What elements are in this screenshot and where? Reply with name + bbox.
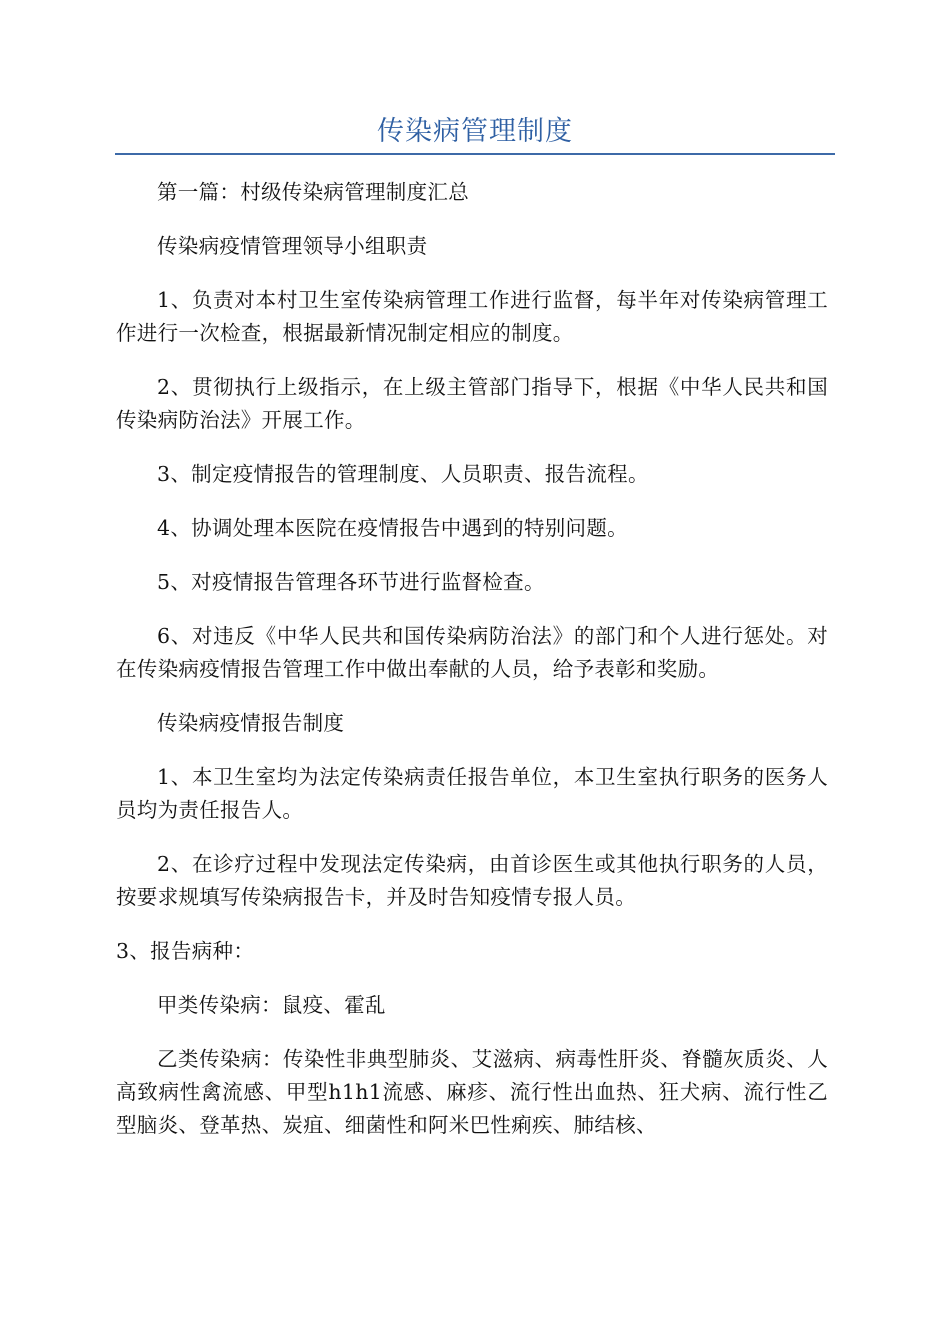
document-body	[116, 176, 828, 1142]
subsection-heading: 传染病疫情管理领导小组职责	[157, 234, 428, 258]
list-item: 2、贯彻执行上级指示，在上级主管部门指导下，根据《中华人民共和国传染病防治法》开展工作。	[116, 375, 828, 432]
list-item: 3、制定疫情报告的管理制度、人员职责、报告流程。	[157, 462, 649, 486]
disease-category: 乙类传染病：传染性非典型肺炎、艾滋病、病毒性肝炎、脊髓灰质炎、人高致病性禽流感、甲型h1h1流感、麻疹、流行性出血热、狂犬病、流行性乙型脑炎、登革热、炭疽、细菌性和阿米巴性痢疾、肺结核、	[116, 1047, 828, 1137]
list-item: 3、报告病种：	[116, 939, 255, 963]
subsection-heading: 传染病疫情报告制度	[157, 711, 345, 735]
list-item: 6、对违反《中华人民共和国传染病防治法》的部门和个人进行惩处。对在传染病疫情报告管理工作中做出奉献的人员，给予表彰和奖励。	[116, 624, 828, 681]
page-title: 传染病管理制度	[377, 116, 573, 147]
list-item: 2、在诊疗过程中发现法定传染病，由首诊医生或其他执行职务的人员，按要求规填写传染病报告卡，并及时告知疫情专报人员。	[116, 852, 828, 909]
list-item: 1、本卫生室均为法定传染病责任报告单位，本卫生室执行职务的医务人员均为责任报告人。	[116, 765, 828, 822]
list-item: 4、协调处理本医院在疫情报告中遇到的特别问题。	[157, 516, 628, 540]
disease-category: 甲类传染病：鼠疫、霍乱	[157, 993, 386, 1017]
section-heading: 第一篇：村级传染病管理制度汇总	[157, 180, 469, 204]
list-item: 5、对疫情报告管理各环节进行监督检查。	[157, 570, 545, 594]
list-item: 1、负责对本村卫生室传染病管理工作进行监督，每半年对传染病管理工作进行一次检查，根据最新情况制定相应的制度。	[116, 288, 828, 345]
title-divider	[115, 153, 835, 155]
